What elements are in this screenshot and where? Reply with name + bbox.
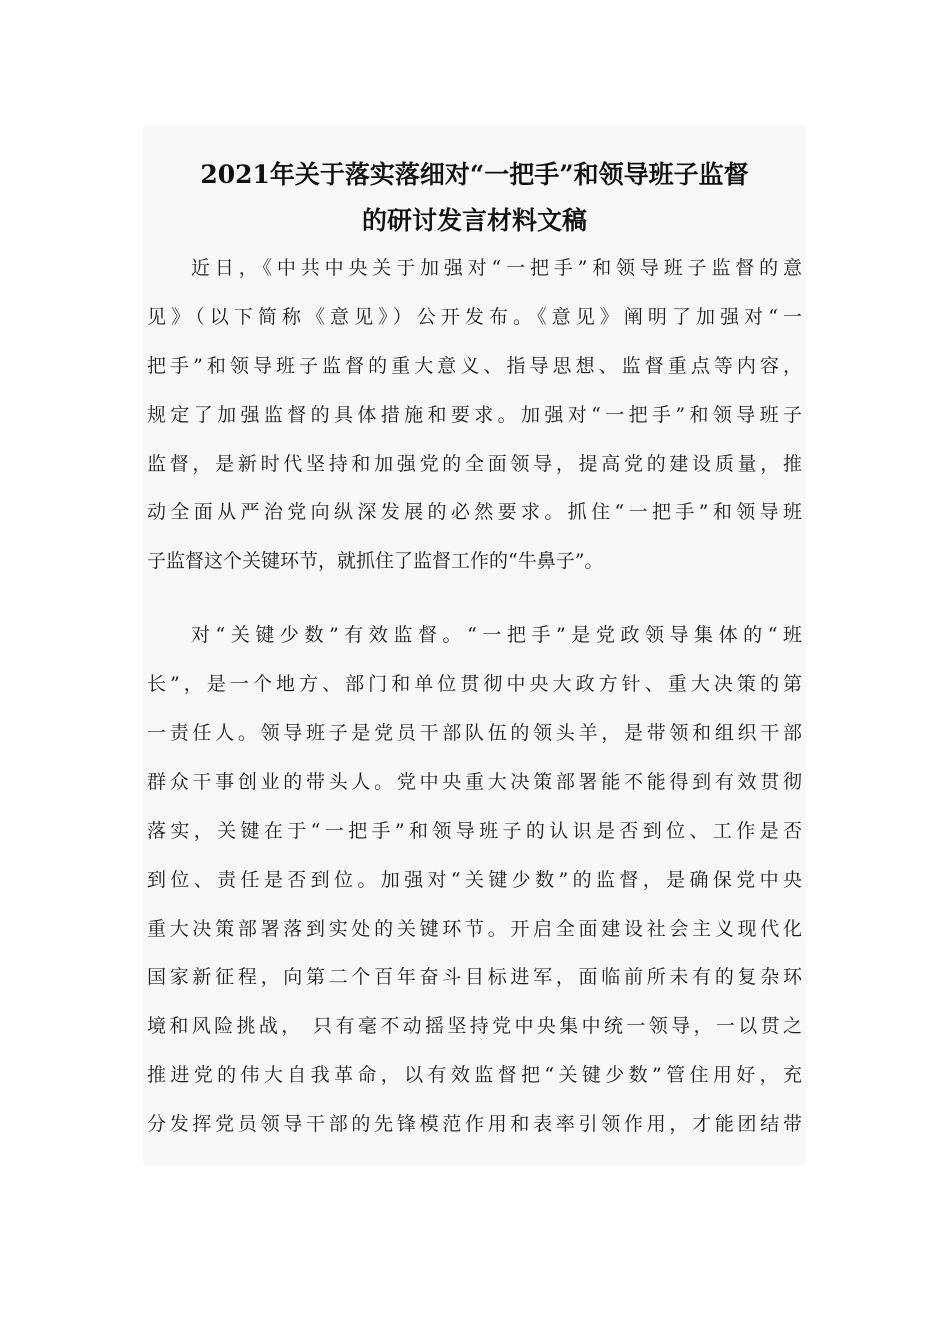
- text-line: 国家新征程，向第二个百年奋斗目标进军，面临前所未有的复杂环: [147, 966, 802, 989]
- document-title: [143, 152, 806, 244]
- title-line-1: 2021年关于落实落细对“一把手”和领导班子监督: [200, 159, 749, 189]
- text-line: 把手”和领导班子监督的重大意义、指导思想、监督重点等内容，: [147, 354, 802, 377]
- text-line: 分发挥党员领导干部的先锋模范作用和表率引领作用，才能团结带: [147, 1113, 802, 1136]
- text-line: 群众干事创业的带头人。党中央重大决策部署能不能得到有效贯彻: [147, 770, 802, 793]
- text-line: 对“关键少数”有效监督。“一把手”是党政领导集体的“班: [191, 624, 802, 647]
- text-line: 一责任人。领导班子是党员干部队伍的领头羊，是带领和组织干部: [147, 722, 802, 745]
- text-line: 动全面从严治党向纵深发展的必然要求。抓住“一把手”和领导班: [147, 501, 802, 524]
- text-line: 监督，是新时代坚持和加强党的全面领导，提高党的建设质量，推: [147, 452, 802, 475]
- text-line: 推进党的伟大自我革命，以有效监督把“关键少数”管住用好，充: [147, 1064, 802, 1087]
- text-line: 落实，关键在于“一把手”和领导班子的认识是否到位、工作是否: [147, 819, 802, 842]
- text-line: 见》（以下简称《意见》）公开发布。《意见》阐明了加强对“一: [147, 305, 802, 328]
- text-line: 规定了加强监督的具体措施和要求。加强对“一把手”和领导班子: [147, 403, 802, 426]
- text-line: 长”，是一个地方、部门和单位贯彻中央大政方针、重大决策的第: [147, 673, 802, 696]
- paragraph-2: [147, 611, 802, 1149]
- document-page: [143, 125, 806, 1165]
- text-line: 近日，《中共中央关于加强对“一把手”和领导班子监督的意: [191, 257, 802, 279]
- document-body: [147, 244, 802, 1149]
- text-line: 重大决策部署落到实处的关键环节。开启全面建设社会主义现代化: [147, 917, 802, 940]
- paragraph-1: [147, 244, 802, 586]
- text-line: 到位、责任是否到位。加强对“关键少数”的监督，是确保党中央: [147, 868, 802, 891]
- title-line-2: 的研讨发言材料文稿: [361, 205, 587, 235]
- text-line: 境和风险挑战， 只有毫不动摇坚持党中央集中统一领导，一以贯之: [147, 1015, 802, 1038]
- text-line: 子监督这个关键环节，就抓住了监督工作的“牛鼻子”。: [147, 550, 604, 573]
